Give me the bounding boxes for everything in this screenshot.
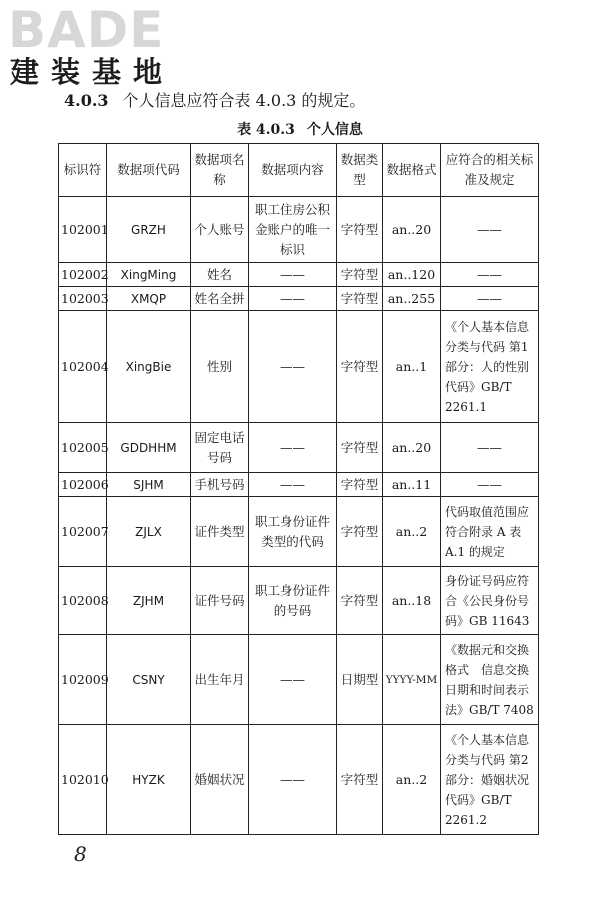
- cell-type: 字符型: [337, 567, 383, 635]
- cell-id: 102008: [59, 567, 107, 635]
- cell-content: 职工身份证件类型的代码: [249, 497, 337, 567]
- cell-type: 字符型: [337, 197, 383, 263]
- cell-format: an..11: [383, 473, 441, 497]
- cell-type: 字符型: [337, 423, 383, 473]
- cell-format: an..20: [383, 197, 441, 263]
- cell-standard: ——: [441, 423, 539, 473]
- cell-code: XingMing: [107, 263, 191, 287]
- cell-standard: ——: [441, 263, 539, 287]
- cell-code: XingBie: [107, 311, 191, 423]
- cell-id: 102010: [59, 725, 107, 835]
- cell-type: 字符型: [337, 725, 383, 835]
- cell-standard: ——: [441, 287, 539, 311]
- clause-number: 4.0.3: [64, 91, 109, 110]
- table-caption: [0, 119, 600, 139]
- cell-id: 102002: [59, 263, 107, 287]
- cell-name: 证件类型: [191, 497, 249, 567]
- header-cell: 数据类型: [337, 144, 383, 197]
- cell-id: 102007: [59, 497, 107, 567]
- cell-id: 102006: [59, 473, 107, 497]
- cell-type: 字符型: [337, 497, 383, 567]
- cell-standard: 《个人基本信息分类与代码 第1部分：人的性别代码》GB/T 2261.1: [441, 311, 539, 423]
- cell-format: an..20: [383, 423, 441, 473]
- cell-format: an..2: [383, 497, 441, 567]
- header-cell: 数据项内容: [249, 144, 337, 197]
- table-row: [59, 311, 539, 423]
- cell-code: XMQP: [107, 287, 191, 311]
- clause-text: 个人信息应符合表 4.0.3 的规定。: [122, 91, 366, 110]
- table-row: [59, 473, 539, 497]
- cell-id: 102001: [59, 197, 107, 263]
- table-caption-number: 表 4.0.3: [237, 122, 295, 138]
- table-row: [59, 197, 539, 263]
- cell-content: ——: [249, 423, 337, 473]
- cell-type: 字符型: [337, 263, 383, 287]
- cell-type: 字符型: [337, 473, 383, 497]
- cell-standard: 身份证号码应符合《公民身份号码》GB 11643: [441, 567, 539, 635]
- cell-name: 证件号码: [191, 567, 249, 635]
- cell-id: 102005: [59, 423, 107, 473]
- cell-name: 婚姻状况: [191, 725, 249, 835]
- personal-info-table: [58, 143, 539, 835]
- header-cell: 标识符: [59, 144, 107, 197]
- cell-format: YYYY-MM: [383, 635, 441, 725]
- bade-logo: [8, 1, 178, 89]
- cell-code: SJHM: [107, 473, 191, 497]
- cell-standard: 《数据元和交换格式 信息交换日期和时间表示法》GB/T 7408: [441, 635, 539, 725]
- cell-standard: 《个人基本信息分类与代码 第2部分：婚姻状况代码》GB/T 2261.2: [441, 725, 539, 835]
- cell-name: 手机号码: [191, 473, 249, 497]
- cell-name: 出生年月: [191, 635, 249, 725]
- cell-content: ——: [249, 473, 337, 497]
- cell-format: an..1: [383, 311, 441, 423]
- cell-format: an..18: [383, 567, 441, 635]
- cell-content: 职工住房公积金账户的唯一标识: [249, 197, 337, 263]
- header-cell: 数据项代码: [107, 144, 191, 197]
- cell-format: an..120: [383, 263, 441, 287]
- cell-name: 性别: [191, 311, 249, 423]
- table-row: [59, 287, 539, 311]
- cell-format: an..255: [383, 287, 441, 311]
- cell-name: 固定电话号码: [191, 423, 249, 473]
- cell-type: 字符型: [337, 311, 383, 423]
- cell-standard: ——: [441, 473, 539, 497]
- cell-type: 字符型: [337, 287, 383, 311]
- cell-standard: 代码取值范围应符合附录 A 表 A.1 的规定: [441, 497, 539, 567]
- clause-paragraph: [64, 88, 365, 111]
- cell-content: ——: [249, 287, 337, 311]
- table-row: [59, 423, 539, 473]
- table-row: [59, 725, 539, 835]
- page-number: 8: [74, 842, 87, 866]
- cell-code: GRZH: [107, 197, 191, 263]
- logo-chinese-name: 建装基地: [10, 55, 175, 89]
- header-cell: 数据项名称: [191, 144, 249, 197]
- table-row: [59, 635, 539, 725]
- cell-code: ZJLX: [107, 497, 191, 567]
- cell-name: 姓名全拼: [191, 287, 249, 311]
- table-header-row: [59, 144, 539, 197]
- cell-id: 102004: [59, 311, 107, 423]
- cell-name: 个人账号: [191, 197, 249, 263]
- table-caption-title: 个人信息: [306, 122, 363, 138]
- cell-content: ——: [249, 311, 337, 423]
- cell-type: 日期型: [337, 635, 383, 725]
- cell-code: HYZK: [107, 725, 191, 835]
- cell-standard: ——: [441, 197, 539, 263]
- logo-wordmark: BADE: [8, 1, 165, 59]
- cell-code: CSNY: [107, 635, 191, 725]
- cell-code: ZJHM: [107, 567, 191, 635]
- table-row: [59, 497, 539, 567]
- cell-content: ——: [249, 635, 337, 725]
- cell-content: ——: [249, 725, 337, 835]
- cell-id: 102003: [59, 287, 107, 311]
- header-cell: 应符合的相关标准及规定: [441, 144, 539, 197]
- cell-content: ——: [249, 263, 337, 287]
- cell-code: GDDHHM: [107, 423, 191, 473]
- cell-name: 姓名: [191, 263, 249, 287]
- cell-id: 102009: [59, 635, 107, 725]
- table-row: [59, 567, 539, 635]
- cell-content: 职工身份证件的号码: [249, 567, 337, 635]
- table-row: [59, 263, 539, 287]
- header-cell: 数据格式: [383, 144, 441, 197]
- cell-format: an..2: [383, 725, 441, 835]
